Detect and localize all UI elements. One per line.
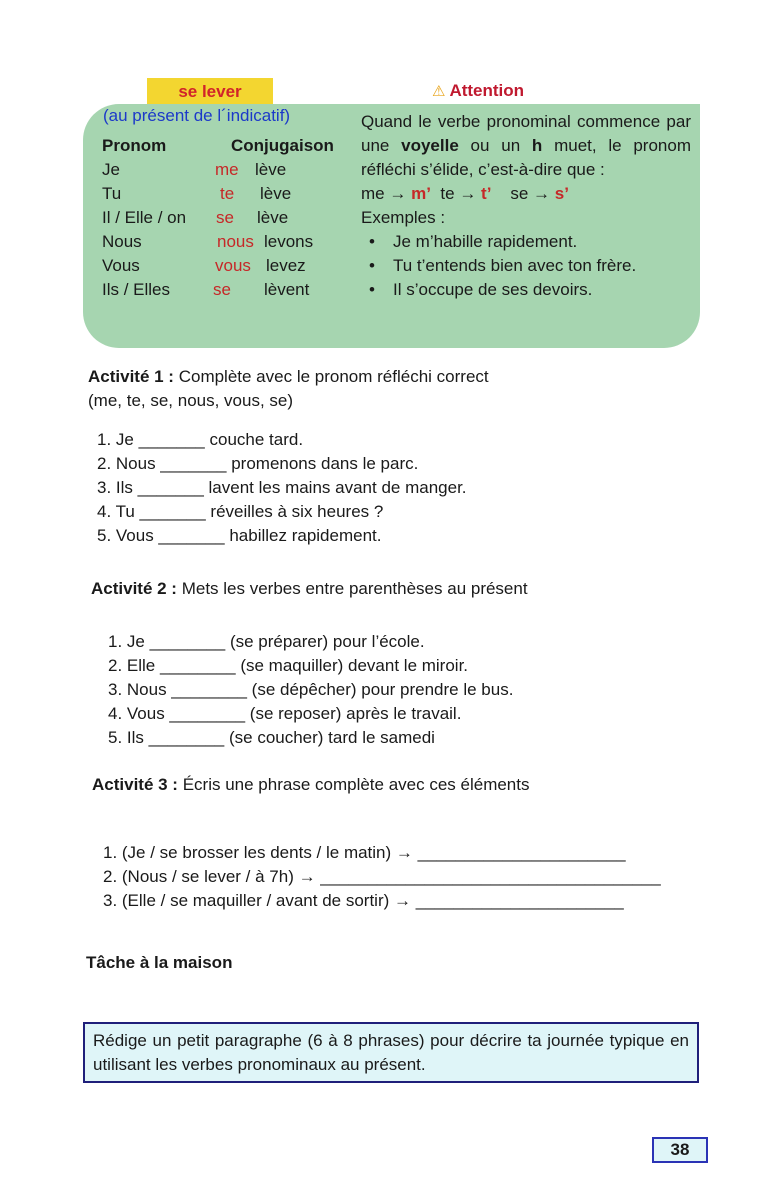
pronoun: Vous <box>102 256 140 275</box>
activity1-hint: (me, te, se, nous, vous, se) <box>88 391 294 410</box>
reflexive-pronoun: me <box>215 160 239 179</box>
examples-list <box>361 230 691 302</box>
exercise-item: 4. Vous ________ (se reposer) après le travail. <box>108 704 462 723</box>
header-conjugation: Conjugaison <box>231 136 334 155</box>
exercise-item: 2. Elle ________ (se maquiller) devant le miroir. <box>108 656 469 675</box>
pronoun: Tu <box>102 184 122 203</box>
exercise-item: 3. (Elle / se maquiller / avant de sortir) → ______________________ <box>103 891 624 910</box>
pronoun: Je <box>102 160 120 179</box>
exercise-item: 5. Ils ________ (se coucher) tard le samedi <box>108 728 435 747</box>
attention-title: Attention <box>449 81 525 100</box>
warning-icon: ⚠ <box>432 83 446 100</box>
exercise-item: 2. Nous _______ promenons dans le parc. <box>97 454 419 473</box>
header-pronoun: Pronom <box>102 136 167 155</box>
pronoun: Nous <box>102 232 142 251</box>
activity3-heading: Activité 3 : Écris une phrase complète avec ces éléments <box>92 775 530 794</box>
pronoun: Ils / Elles <box>102 280 171 299</box>
activity3-list <box>103 841 661 913</box>
pronoun: Il / Elle / on <box>102 208 187 227</box>
example-item: • Tu t’entends bien avec ton frère. <box>385 254 691 278</box>
example-item: • Il s’occupe de ses devoirs. <box>385 278 691 302</box>
reflexive-pronoun: se <box>216 208 234 227</box>
elision-rule <box>361 110 691 302</box>
activity2-heading: Activité 2 : Mets les verbes entre parenthèses au présent <box>91 579 528 598</box>
attention-heading <box>432 80 524 103</box>
reflexive-pronoun: se <box>213 280 231 299</box>
rule-text: Quand le verbe pronominal commence par une voyelle ou un h muet, le pronom réfléchi s’élide, c’est-à-dire que : <box>361 112 691 179</box>
reflexive-pronoun: vous <box>215 256 251 275</box>
exercise-item: 1. Je _______ couche tard. <box>97 430 304 449</box>
activity2-list <box>108 630 513 750</box>
elision-list: me → m’ te → t’ se → s’ <box>361 184 569 203</box>
exercise-item: 1. Je ________ (se préparer) pour l’école. <box>108 632 425 651</box>
verb-title: se lever <box>147 78 273 104</box>
exercise-item: 5. Vous _______ habillez rapidement. <box>97 526 382 545</box>
verb-form: levez <box>266 256 306 275</box>
verb-form: lève <box>255 160 287 179</box>
reflexive-pronoun: nous <box>217 232 254 251</box>
homework-box: Rédige un petit paragraphe (6 à 8 phrases) pour décrire ta journée typique en utilisant les verbes pronominaux au présent. <box>83 1022 699 1083</box>
verb-form: lève <box>260 184 292 203</box>
exercise-item: 2. (Nous / se lever / à 7h) → ____________________________________ <box>103 867 661 886</box>
exercise-item: 4. Tu _______ réveilles à six heures ? <box>97 502 384 521</box>
activity1-heading: Activité 1 : Complète avec le pronom réfléchi correct <box>88 367 489 386</box>
page-number: 38 <box>652 1137 708 1163</box>
example-item: • Je m’habille rapidement. <box>385 230 691 254</box>
tense-subtitle: (au présent de l´indicatif) <box>103 106 291 125</box>
exercise-item: 3. Ils _______ lavent les mains avant de manger. <box>97 478 467 497</box>
activity1-list <box>97 428 467 548</box>
examples-label: Exemples : <box>361 208 446 227</box>
verb-form: lèvent <box>264 280 310 299</box>
homework-title: Tâche à la maison <box>86 953 233 972</box>
reflexive-pronoun: te <box>220 184 235 203</box>
verb-form: levons <box>264 232 314 251</box>
exercise-item: 3. Nous ________ (se dépêcher) pour prendre le bus. <box>108 680 514 699</box>
verb-form: lève <box>257 208 289 227</box>
exercise-item: 1. (Je / se brosser les dents / le matin) → ______________________ <box>103 843 626 862</box>
